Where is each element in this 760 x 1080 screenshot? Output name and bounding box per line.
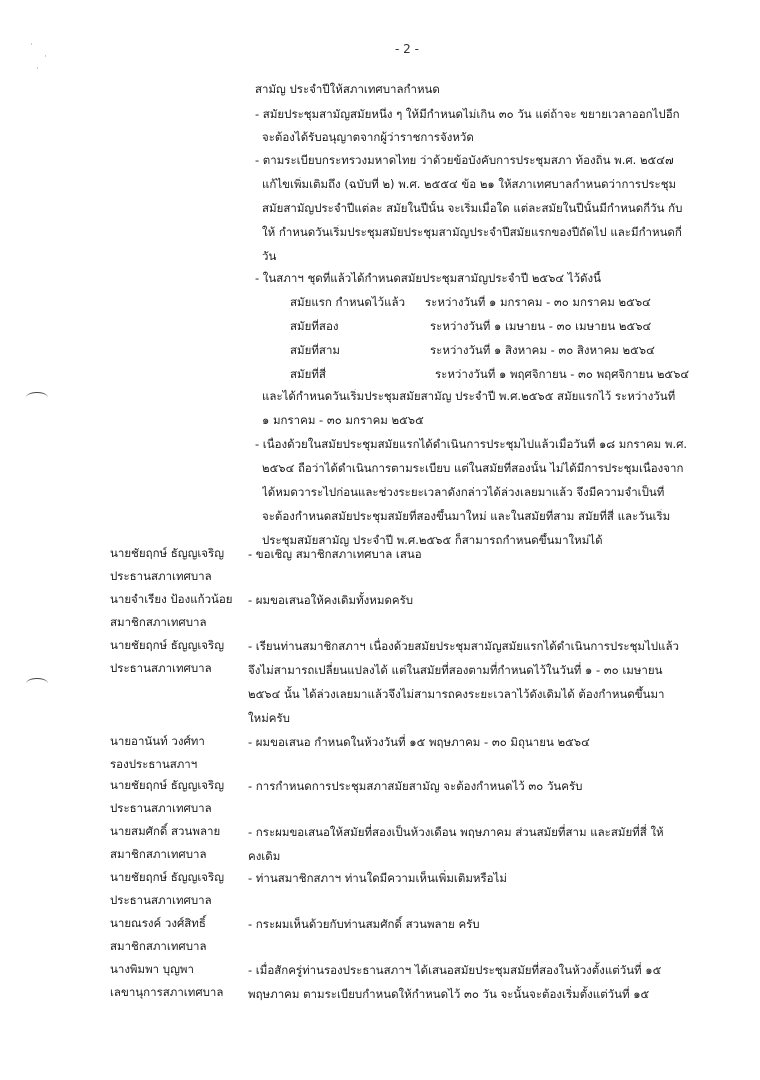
speech-line: - การกำหนดการประชุมสภาสมัยสามัญ จะต้องกำหนดไว้ ๓๐ วันครับ — [248, 779, 583, 793]
scan-speck: · — [30, 40, 33, 50]
speaker-block — [110, 734, 250, 780]
paragraph-line: จะต้องได้รับอนุญาตจากผู้ว่าราชการจังหวัด — [262, 130, 474, 144]
speech-text — [248, 592, 748, 616]
session-name: สมัยแรก กำหนดไว้แล้ว — [290, 295, 406, 309]
session-range: ระหว่างวันที่ ๑ พฤศจิกายน - ๓๐ พฤศจิกายน ๒๕๖๔ — [435, 367, 690, 381]
speech-line: - เมื่อสักครู่ท่านรองประธานสภาฯ ได้เสนอสมัยประชุมสมัยที่สองในห้วงตั้งแต่วันที่ ๑๕ — [248, 963, 662, 977]
punch-hole-mark — [26, 392, 48, 403]
speech-text — [248, 916, 748, 940]
paragraph-line: - ในสภาฯ ชุดที่แล้วได้กำหนดสมัยประชุมสามัญประจำปี ๒๕๖๔ ไว้ดังนี้ — [255, 271, 601, 285]
speaker-block — [110, 962, 250, 1008]
speech-line: - กระผมขอเสนอให้สมัยที่สองเป็นห้วงเดือน พฤษภาคม ส่วนสมัยที่สาม และสมัยที่สี่ ให้ — [248, 825, 664, 839]
speaker-name: นางพิมพา บุญพา — [110, 962, 194, 976]
speaker-name: นายชัยฤกษ์ ธัญญเจริญ — [110, 638, 225, 652]
session-range: ระหว่างวันที่ ๑ สิงหาคม - ๓๐ สิงหาคม ๒๕๖๔ — [430, 343, 655, 357]
speaker-position: รองประธานสภาฯ — [110, 757, 198, 771]
paragraph-line: แก้ไขเพิ่มเติมถึง (ฉบับที่ ๒) พ.ศ. ๒๕๕๔ ข้อ ๒๑ ให้สภาเทศบาลกำหนดว่าการประชุม — [262, 177, 677, 191]
page-number: - 2 - — [395, 42, 419, 56]
speech-line: - ผมขอเสนอ กำหนดในห้วงวันที่ ๑๕ พฤษภาคม - ๓๐ มิถุนายน ๒๕๖๔ — [248, 735, 590, 749]
speech-text — [248, 778, 748, 802]
speech-line: พฤษภาคม ตามระเบียบกำหนดให้กำหนดไว้ ๓๐ วัน จะนั้นจะต้องเริ่มตั้งแต่วันที่ ๑๕ — [248, 987, 650, 1001]
speaker-position: ประธานสภาเทศบาล — [110, 569, 212, 583]
paragraph-line: - ตามระเบียบกระทรวงมหาดไทย ว่าด้วยข้อบังคับการประชุมสภา ท้องถิ่น พ.ศ. ๒๕๔๗ — [255, 153, 674, 167]
speaker-block — [110, 870, 250, 916]
paragraph-line: - เนื่องด้วยในสมัยประชุมสมัยแรกได้ดำเนินการประชุมไปแล้วเมื่อวันที่ ๑๘ มกราคม พ.ศ. — [255, 437, 688, 451]
speaker-block — [110, 592, 250, 638]
speaker-name: นายชัยฤกษ์ ธัญญเจริญ — [110, 778, 225, 792]
speaker-block — [110, 638, 250, 684]
paragraph-line: และได้กำหนดวันเริ่มประชุมสมัยสามัญ ประจำปี พ.ศ.๒๕๖๕ สมัยแรกไว้ ระหว่างวันที่ — [262, 389, 676, 403]
speech-line: คงเดิม — [248, 849, 281, 863]
paragraph-line: ๒๕๖๔ ถือว่าได้ดำเนินการตามระเบียบ แต่ในสมัยที่สองนั้น ไม่ได้มีการประชุมเนื่องจาก — [262, 461, 684, 475]
speaker-name: นายจำเรียง ป้องแก้วน้อย — [110, 592, 233, 606]
speaker-block — [110, 824, 250, 870]
paragraph-line: สมัยสามัญประจำปีแต่ละ สมัยในปีนั้น จะเริ่มเมื่อใด แต่ละสมัยในปีนั้นมีกำหนดกี่วัน กับ — [262, 201, 683, 215]
paragraph-line: จะต้องกำหนดสมัยประชุมสมัยที่สองขึ้นมาใหม่ และในสมัยที่สาม สมัยที่สี่ และวันเริ่ม — [262, 509, 671, 523]
speaker-position: สมาชิกสภาเทศบาล — [110, 939, 207, 953]
speech-text — [248, 870, 748, 894]
session-name: สมัยที่สอง — [290, 319, 339, 333]
speaker-block — [110, 778, 250, 824]
speech-line: จึงไม่สามารถเปลี่ยนแปลงได้ แต่ในสมัยที่สองตามที่กำหนดไว้ในวันที่ ๑ - ๓๐ เมษายน — [248, 663, 663, 677]
speech-text — [248, 734, 748, 758]
punch-hole-mark — [26, 678, 48, 689]
session-range: ระหว่างวันที่ ๑ เมษายน - ๓๐ เมษายน ๒๕๖๔ — [430, 319, 652, 333]
paragraph-line: วัน — [262, 249, 277, 263]
speech-text — [248, 546, 748, 570]
paragraph-line: สามัญ ประจำปีให้สภาเทศบาลกำหนด — [255, 82, 440, 96]
speaker-position: เลขานุการสภาเทศบาล — [110, 985, 224, 999]
speaker-name: นายชัยฤกษ์ ธัญญเจริญ — [110, 546, 225, 560]
speaker-name: นายสมศักดิ์ สวนพลาย — [110, 824, 221, 838]
speech-text — [248, 638, 748, 734]
scan-speck: · — [36, 64, 39, 74]
paragraph-line: - สมัยประชุมสามัญสมัยหนึ่ง ๆ ให้มีกำหนดไม่เกิน ๓๐ วัน แต่ถ้าจะ ขยายเวลาออกไปอีก — [255, 107, 680, 121]
speech-line: - ขอเชิญ สมาชิกสภาเทศบาล เสนอ — [248, 547, 422, 561]
speech-text — [248, 824, 748, 872]
speech-line: - เรียนท่านสมาชิกสภาฯ เนื่องด้วยสมัยประชุมสามัญสมัยแรกได้ดำเนินการประชุมไปแล้ว — [248, 639, 679, 653]
scan-speck: · — [44, 52, 47, 62]
paragraph-line: ให้ กำหนดวันเริ่มประชุมสมัยประชุมสามัญประจำปีสมัยแรกของปีถัดไป และมีกำหนดกี่ — [262, 225, 682, 239]
speaker-position: ประธานสภาเทศบาล — [110, 801, 212, 815]
speech-line: - ท่านสมาชิกสภาฯ ท่านใดมีความเห็นเพิ่มเติมหรือไม่ — [248, 871, 507, 885]
speaker-block — [110, 546, 250, 592]
session-name: สมัยที่สี่ — [290, 367, 326, 381]
speech-line: - ผมขอเสนอให้คงเดิมทั้งหมดครับ — [248, 593, 414, 607]
speaker-block — [110, 916, 250, 962]
speech-line: - กระผมเห็นด้วยกับท่านสมศักดิ์ สวนพลาย ครับ — [248, 917, 480, 931]
speech-text — [248, 962, 748, 1010]
speaker-position: ประธานสภาเทศบาล — [110, 661, 212, 675]
speaker-position: สมาชิกสภาเทศบาล — [110, 615, 207, 629]
speaker-name: นายณรงค์ วงศ์สิทธิ์ — [110, 916, 206, 930]
speech-line: ๒๕๖๔ นั้น ได้ล่วงเลยมาแล้วจึงไม่สามารถคงระยะเวลาไว้ดังเดิมได้ ต้องกำหนดขึ้นมา — [248, 687, 665, 701]
session-range: ระหว่างวันที่ ๑ มกราคม - ๓๐ มกราคม ๒๕๖๔ — [425, 295, 651, 309]
speech-line: ใหม่ครับ — [248, 711, 290, 725]
session-name: สมัยที่สาม — [290, 343, 340, 357]
speaker-name: นายชัยฤกษ์ ธัญญเจริญ — [110, 870, 225, 884]
paragraph-line: ๑ มกราคม - ๓๐ มกราคม ๒๕๖๕ — [262, 413, 424, 427]
speaker-name: นายอานันท์ วงศ์ทา — [110, 734, 205, 748]
speaker-position: ประธานสภาเทศบาล — [110, 893, 212, 907]
paragraph-line: ได้หมดวาระไปก่อนและช่วงระยะเวลาดังกล่าวได้ล่วงเลยมาแล้ว จึงมีความจำเป็นที่ — [262, 485, 665, 499]
paragraph-line: ประชุมสมัยสามัญ ประจำปี พ.ศ.๒๕๖๕ ก็สามารถกำหนดขึ้นมาใหม่ได้ — [262, 533, 603, 547]
speaker-position: สมาชิกสภาเทศบาล — [110, 847, 207, 861]
